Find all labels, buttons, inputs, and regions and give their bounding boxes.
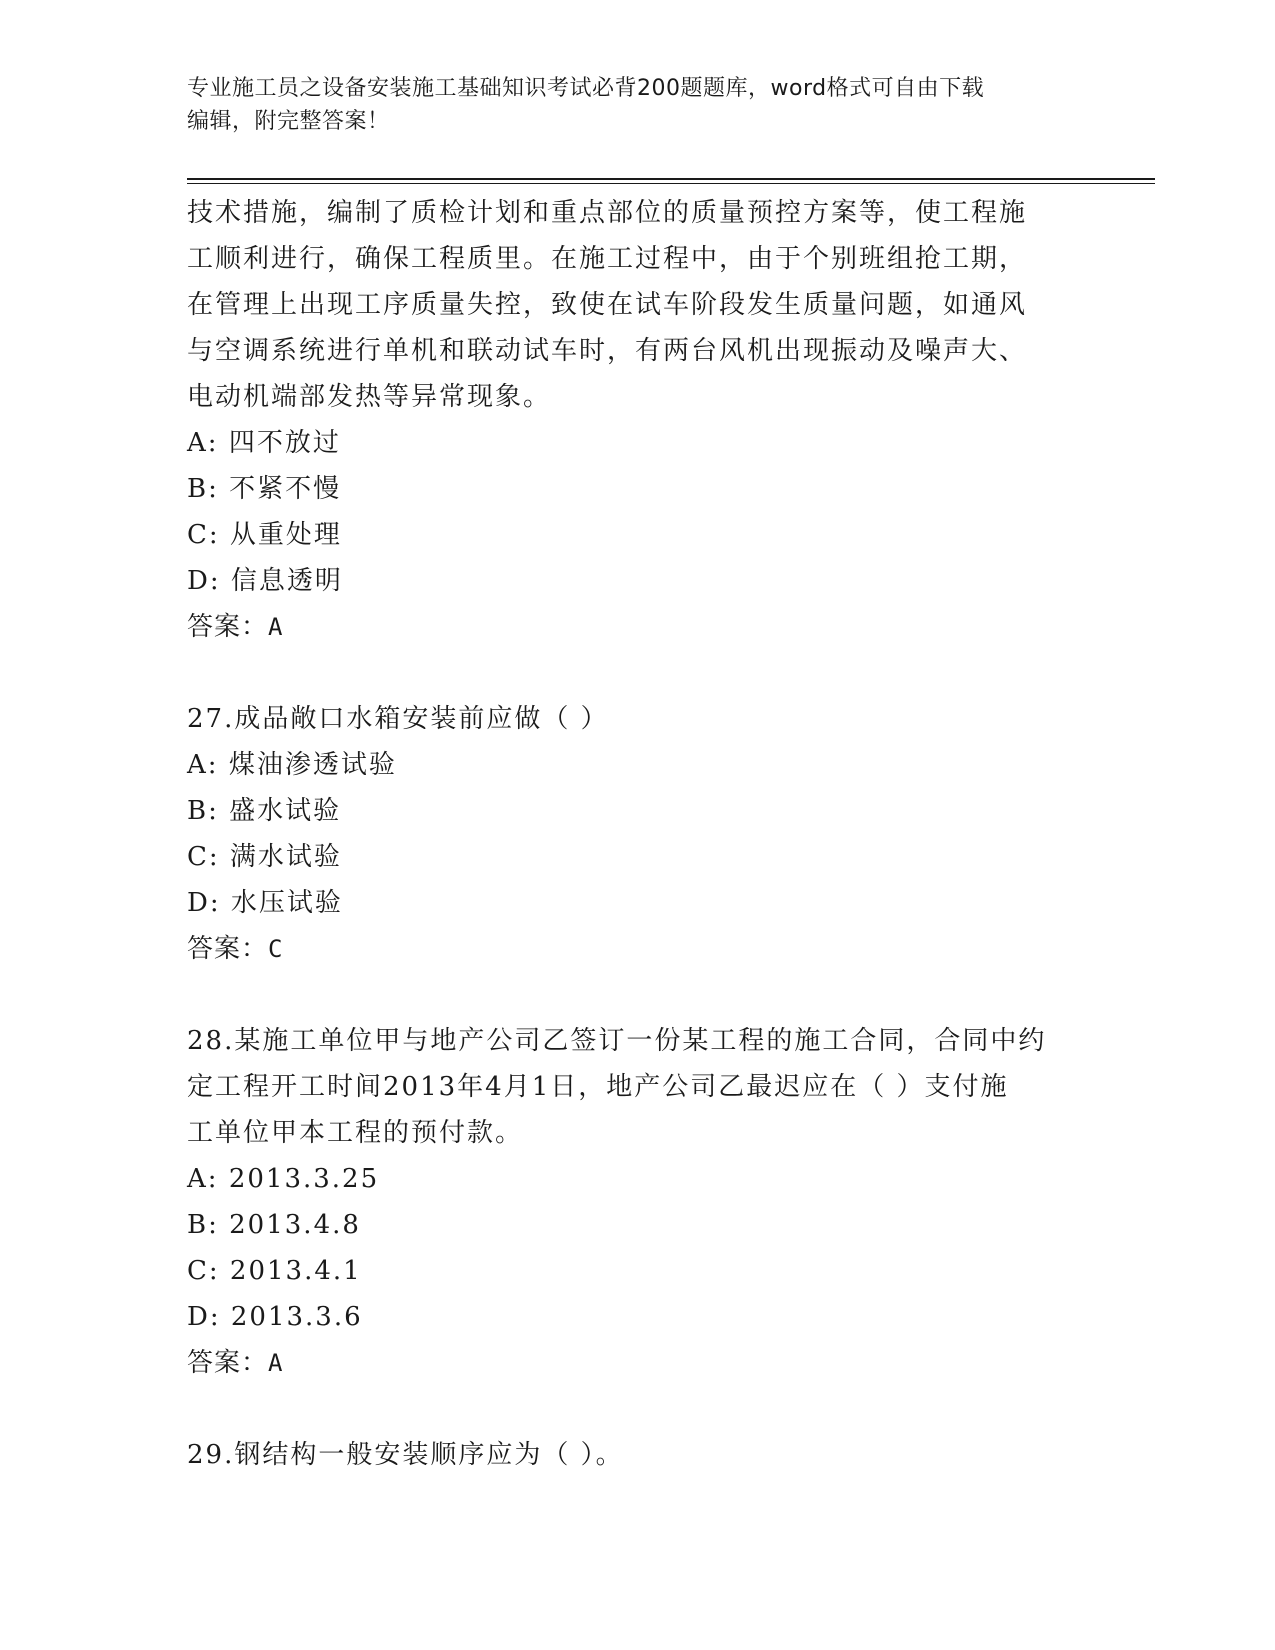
answer-label: 答案： bbox=[187, 1348, 269, 1378]
q26-text-line: 工顺利进行，确保工程质里。在施工过程中，由于个别班组抢工期， bbox=[187, 244, 1028, 274]
option-letter: D: bbox=[187, 566, 221, 596]
option-letter: A: bbox=[187, 1164, 219, 1194]
question-27 bbox=[187, 696, 1087, 972]
option-letter: C: bbox=[187, 842, 220, 872]
q27-option-a bbox=[187, 742, 1087, 788]
option-text: 四不放过 bbox=[228, 428, 341, 458]
option-letter: B: bbox=[187, 796, 219, 826]
q27-option-c bbox=[187, 834, 1087, 880]
option-letter: C: bbox=[187, 520, 220, 550]
q28-answer bbox=[187, 1340, 1087, 1386]
option-text: 2013.4.8 bbox=[229, 1210, 361, 1240]
q28-option-c bbox=[187, 1248, 1087, 1294]
q26-option-a bbox=[187, 420, 1087, 466]
option-text: 从重处理 bbox=[229, 520, 342, 550]
option-text: 煤油渗透试验 bbox=[228, 750, 397, 780]
q27-answer bbox=[187, 926, 1087, 972]
q28-text-line: 工单位甲本工程的预付款。 bbox=[187, 1118, 524, 1148]
answer-value: A bbox=[268, 1349, 284, 1377]
q27-question: 27.成品敞口水箱安装前应做（ ） bbox=[187, 704, 609, 734]
q26-option-b bbox=[187, 466, 1087, 512]
option-letter: D: bbox=[187, 1302, 221, 1332]
answer-label: 答案： bbox=[187, 934, 269, 964]
option-text: 2013.4.1 bbox=[229, 1256, 362, 1286]
option-letter: B: bbox=[187, 1210, 219, 1240]
q27-option-d bbox=[187, 880, 1087, 926]
header-rule-thin bbox=[187, 183, 1155, 184]
q28-option-d bbox=[187, 1294, 1087, 1340]
q26-text-line: 电动机端部发热等异常现象。 bbox=[187, 382, 552, 412]
q26-option-c bbox=[187, 512, 1087, 558]
q26-answer bbox=[187, 604, 1087, 650]
q26-option-d bbox=[187, 558, 1087, 604]
answer-value: A bbox=[268, 613, 284, 641]
option-letter: A: bbox=[187, 750, 219, 780]
option-letter: A: bbox=[187, 428, 219, 458]
option-text: 水压试验 bbox=[230, 888, 343, 918]
document-header bbox=[187, 72, 1087, 138]
question-28 bbox=[187, 1018, 1087, 1386]
header-line-2: 编辑，附完整答案！ bbox=[187, 109, 390, 134]
header-line-1: 专业施工员之设备安装施工基础知识考试必背200题题库，word格式可自由下载 bbox=[187, 76, 985, 101]
question-content bbox=[187, 190, 1087, 1478]
option-text: 不紧不慢 bbox=[229, 474, 342, 504]
option-letter: C: bbox=[187, 1256, 220, 1286]
q28-text-line: 定工程开工时间2013年4月1日，地产公司乙最迟应在（ ）支付施 bbox=[187, 1072, 1009, 1102]
option-text: 盛水试验 bbox=[229, 796, 342, 826]
option-text: 2013.3.6 bbox=[230, 1302, 363, 1332]
option-letter: B: bbox=[187, 474, 219, 504]
q29-question: 29.钢结构一般安装顺序应为（ ）。 bbox=[187, 1440, 624, 1470]
answer-value: C bbox=[268, 935, 284, 963]
answer-label: 答案： bbox=[187, 612, 269, 642]
question-29 bbox=[187, 1432, 1087, 1478]
q28-option-a bbox=[187, 1156, 1087, 1202]
q26-text-line: 在管理上出现工序质量失控，致使在试车阶段发生质量问题，如通风 bbox=[187, 290, 1028, 320]
q27-option-b bbox=[187, 788, 1087, 834]
option-text: 2013.3.25 bbox=[228, 1164, 380, 1194]
q28-text-line: 28.某施工单位甲与地产公司乙签订一份某工程的施工合同，合同中约 bbox=[187, 1026, 1047, 1056]
q28-option-b bbox=[187, 1202, 1087, 1248]
q26-text-line: 与空调系统进行单机和联动试车时，有两台风机出现振动及噪声大、 bbox=[187, 336, 1028, 366]
option-text: 满水试验 bbox=[229, 842, 342, 872]
option-text: 信息透明 bbox=[230, 566, 343, 596]
question-26 bbox=[187, 190, 1087, 650]
header-rule-thick bbox=[187, 178, 1155, 180]
q26-text-line: 技术措施，编制了质检计划和重点部位的质量预控方案等，使工程施 bbox=[187, 198, 1028, 228]
option-letter: D: bbox=[187, 888, 221, 918]
